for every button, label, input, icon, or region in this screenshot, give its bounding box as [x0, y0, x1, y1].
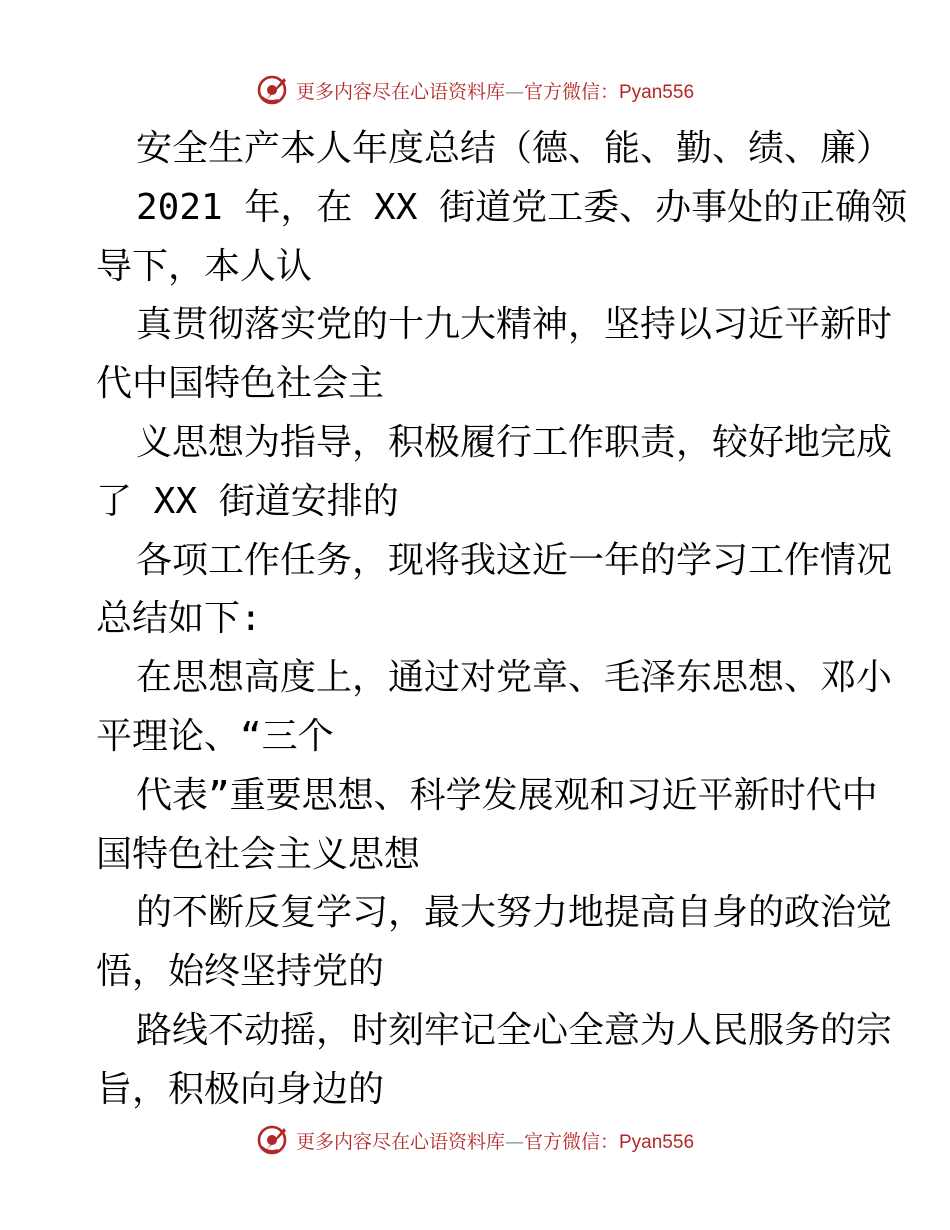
quill-logo-icon: [256, 73, 290, 107]
paragraph-line: 代中国特色社会主: [96, 363, 385, 405]
quill-logo-icon: [256, 1123, 290, 1157]
footer-banner-content: [256, 1123, 694, 1157]
header-banner-text: [296, 77, 694, 104]
paragraph-line: 了 XX 街道安排的: [96, 480, 399, 522]
paragraph-line: 导下，本人认: [96, 245, 313, 287]
footer-banner-slogan: 更多内容尽在心语资料库: [295, 1130, 505, 1153]
header-banner-slogan: 更多内容尽在心语资料库: [295, 80, 505, 103]
paragraph-line: 平理论、“三个: [96, 715, 334, 757]
paragraph-line: 国特色社会主义思想: [96, 833, 421, 875]
footer-banner-wechat-id: Pyan556: [619, 1131, 695, 1153]
paragraph-line: 路线不动摇，时刻牢记全心全意为人民服务的宗: [136, 1009, 893, 1051]
document-body: [96, 120, 908, 1120]
paragraph-line: 的不断反复学习，最大努力地提高自身的政治觉: [136, 892, 893, 934]
paragraph-line: 各项工作任务，现将我这近一年的学习工作情况: [136, 539, 893, 581]
header-banner-wechat-label: 官方微信：: [523, 80, 619, 103]
document-title: 安全生产本人年度总结（德、能、勤、绩、廉）: [136, 128, 893, 169]
paragraph-line: 悟，始终坚持党的: [96, 951, 385, 993]
header-banner-content: [256, 73, 694, 107]
paragraph-line: 代表”重要思想、科学发展观和习近平新时代中: [136, 774, 878, 816]
header-banner-dash: —: [504, 80, 524, 103]
paragraph-line: 在思想高度上，通过对党章、毛泽东思想、邓小: [136, 657, 893, 699]
footer-banner-wechat-label: 官方微信：: [523, 1130, 619, 1153]
footer-banner-text: [296, 1127, 694, 1154]
paragraph-line: 旨，积极向身边的: [96, 1068, 385, 1110]
paragraph-line: 总结如下:: [96, 598, 262, 640]
paragraph-line: 义思想为指导，积极履行工作职责，较好地完成: [136, 421, 893, 463]
paragraph-line: 真贯彻落实党的十九大精神，坚持以习近平新时: [136, 304, 893, 346]
footer-banner-dash: —: [504, 1130, 524, 1153]
header-banner: [0, 70, 950, 110]
footer-banner: [0, 1120, 950, 1160]
header-banner-wechat-id: Pyan556: [619, 81, 695, 103]
paragraph-line: 2021 年，在 XX 街道党工委、办事处的正确领: [136, 186, 908, 228]
